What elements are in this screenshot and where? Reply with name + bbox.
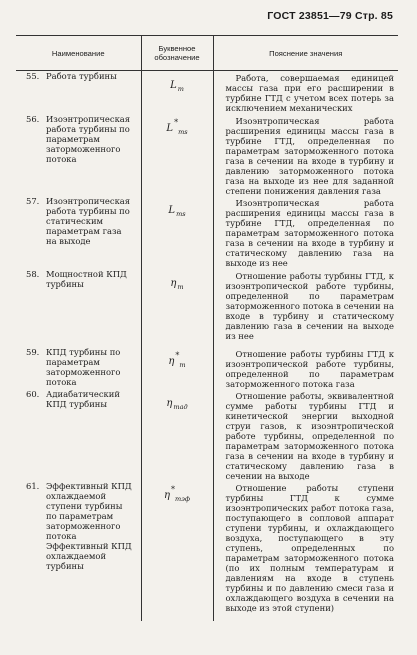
table-row (16, 71, 398, 115)
term-explanation: Отношение работы турбины ГТД к изоэнтропической работе турбины, определенной по параметрам заторможенного потока газа (225, 349, 394, 389)
table-row (16, 114, 398, 196)
term-explanation: Изоэнтропическая работа расширения единицы массы газа в турбине ГТД, определенная по параметрам заторможенного потока газа в сечении на входе в турбину и давлению заторможенного потока газа на выходе из нее для заданной степени понижения давления газа (225, 116, 394, 196)
term-name: 59. КПД турбины по параметрам заторможенного потока (26, 347, 121, 387)
table-row (16, 347, 398, 389)
term-name: 56. Изоэнтропическая работа турбины по параметрам заторможенного потока (26, 114, 131, 164)
column-header-explanation: Пояснение значения (213, 36, 398, 71)
term-symbol: $L_т$ (170, 80, 184, 93)
term-number: 57. (26, 196, 40, 206)
term-explanation: Отношение работы ступени турбины ГТД к сумме изоэнтропических работ потока газа, поступающего в сопловой аппарат ступени турбины, и охлаждающего воздуха, поступающего в эту ступень, определенных по параметрам заторможенного потока (по их полным температурам и давлениям на входе в ступень турбины и по давлению смеси газа и охлаждающего воздуха в сечении на выходе из этой ступени) (225, 483, 394, 613)
term-symbol: $L^*_{тs}$ (166, 118, 188, 136)
term-symbol: $\eta_т$ (170, 278, 184, 291)
term-name: 61. Эффективный КПД охлаждаемой ступени турбины по параметрам заторможенного потока Эффективный КПД охлаждаемой турбины (26, 481, 132, 571)
term-name: 55. Работа турбины (26, 71, 117, 81)
term-number: 61. (26, 481, 40, 491)
term-explanation: Изоэнтропическая работа расширения единицы массы газа в турбине ГТД, определенная по параметрам заторможенного потока газа в сечении на входе в турбину и статическому давлению газа на выходе из нее (225, 198, 394, 268)
term-symbol: $\eta^*_т$ (168, 351, 186, 369)
column-header-symbol: Буквенное обозначение (141, 36, 213, 71)
term-symbol: $\eta^*_{тэф}$ (164, 485, 190, 503)
table-row (16, 389, 398, 481)
term-number: 59. (26, 347, 40, 357)
term-name: 60. Адиабатический КПД турбины (26, 389, 120, 409)
term-explanation: Работа, совершаемая единицей массы газа при его расширении в турбине ГТД с учетом всех потерь за исключением механических (225, 73, 394, 113)
term-symbol: $\eta_{тад}$ (166, 398, 188, 411)
page-header: ГОСТ 23851—79 Стр. 85 (267, 10, 393, 22)
term-name: 58. Мощностной КПД турбины (26, 269, 127, 289)
term-name: 57. Изоэнтропическая работа турбины по статическим параметрам газа на выходе (26, 196, 131, 246)
term-number: 55. (26, 71, 40, 81)
table-row (16, 481, 398, 621)
term-explanation: Отношение работы турбины ГТД, к изоэнтропической работе турбины, определенной по параметрам заторможенного потока в сечении на входе в турбину и статическому давлению газа в сечении на выходе из нее (225, 271, 394, 341)
term-number: 56. (26, 114, 40, 124)
term-number: 60. (26, 389, 40, 399)
term-symbol: $L_{тs}$ (168, 205, 186, 218)
table-row (16, 196, 398, 269)
term-explanation: Отношение работы, эквивалентной сумме работы турбины ГТД и кинетической энергии выходной струи газов, к изоэнтропической работе турбины, определенной по параметрам заторможенного потока газа в сечении на входе в турбину и статическому давлению газа в сечении на выходе (225, 391, 394, 481)
term-number: 58. (26, 269, 40, 279)
terms-table (16, 35, 398, 621)
table-row (16, 269, 398, 347)
column-header-name: Наименование (16, 36, 141, 71)
table-header-row (16, 36, 398, 71)
